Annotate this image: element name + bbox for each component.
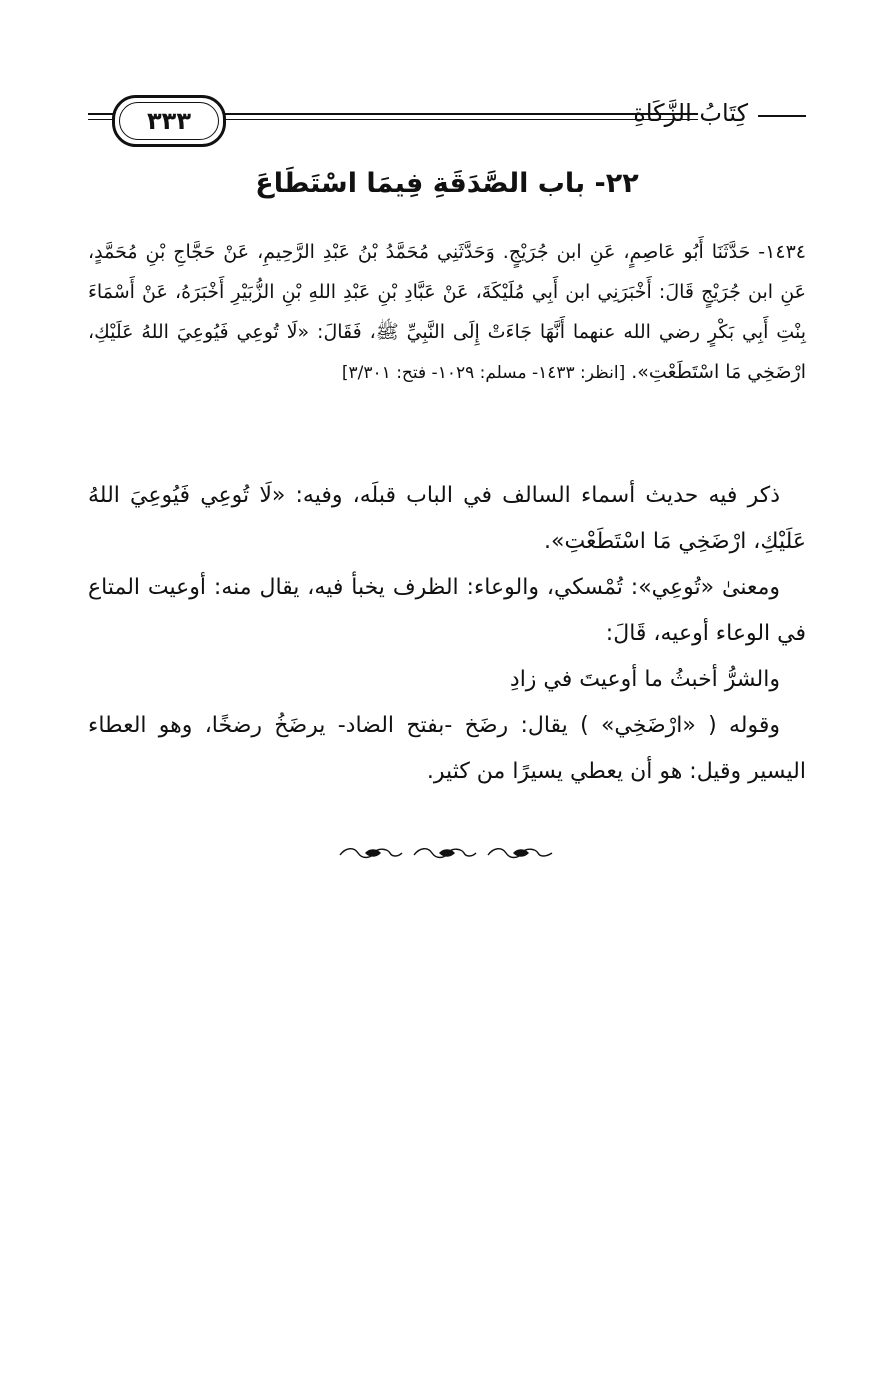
header-rule-right bbox=[758, 115, 806, 117]
chapter-heading: ٢٢- باب الصَّدَقَةِ فِيمَا اسْتَطَاعَ bbox=[255, 168, 639, 199]
poetry-verse: والشرُّ أخبثُ ما أوعيتَ في زادِ bbox=[509, 667, 780, 692]
commentary-paragraph: ذكر فيه حديث أسماء السالف في الباب قبلَه، وفيه: «لَا تُوعِي فَيُوعِيَ اللهُ عَلَيْكِ، ارْضَخِي مَا اسْتَطَعْتِ». bbox=[88, 483, 806, 554]
commentary-paragraph: ومعنىٰ «تُوعِي»: تُمْسكي، والوعاء: الظرف يخبأ فيه، يقال منه: أوعيت المتاع في الوعاء أوعيه، قَالَ: bbox=[88, 575, 806, 646]
header-rule-left bbox=[88, 113, 114, 115]
book-title: كِتَابُ الزَّكَاةِ bbox=[633, 99, 748, 127]
hadith-body: ١٤٣٤- حَدَّثَنَا أَبُو عَاصِمٍ، عَنِ ابن جُرَيْجٍ. وَحَدَّثَنِي مُحَمَّدُ بْنُ عَبْدِ الرَّحِيمِ، عَنْ حَجَّاجِ بْنِ مُحَمَّدٍ، عَنِ ابن جُرَيْجٍ قَالَ: أَخْبَرَنِي ابن أَبِي مُلَيْكَةَ، عَنْ عَبَّادِ بْنِ عَبْدِ اللهِ بْنِ الزُّبَيْرِ أَخْبَرَهُ، عَنْ أَسْمَاءَ بِنْتِ أَبِي بَكْرٍ رضي الله عنهما أَنَّهَا جَاءَتْ إِلَى النَّبِيِّ ﷺ، فَقَالَ: «لَا تُوعِي فَيُوعِيَ اللهُ عَلَيْكِ، ارْضَخِي مَا اسْتَطَعْتِ». bbox=[88, 241, 806, 383]
commentary-paragraph: وقوله ( «ارْضَخِي» ) يقال: رضَخ -بفتح الضاد- يرضَخُ رضخًا، وهو العطاء اليسير وقيل: هو أن يعطي يسيرًا من كثير. bbox=[88, 713, 806, 784]
page-number-frame bbox=[112, 95, 226, 147]
hadith-reference: [انظر: ١٤٣٣- مسلم: ١٠٢٩- فتح: ٣/٣٠١] bbox=[341, 363, 626, 383]
floral-divider-icon bbox=[336, 843, 556, 863]
header-rule-middle bbox=[220, 113, 698, 115]
hadith-text bbox=[88, 232, 806, 393]
page-number: ٣٣٣ bbox=[147, 107, 191, 135]
running-header bbox=[88, 95, 806, 145]
commentary bbox=[88, 473, 806, 795]
